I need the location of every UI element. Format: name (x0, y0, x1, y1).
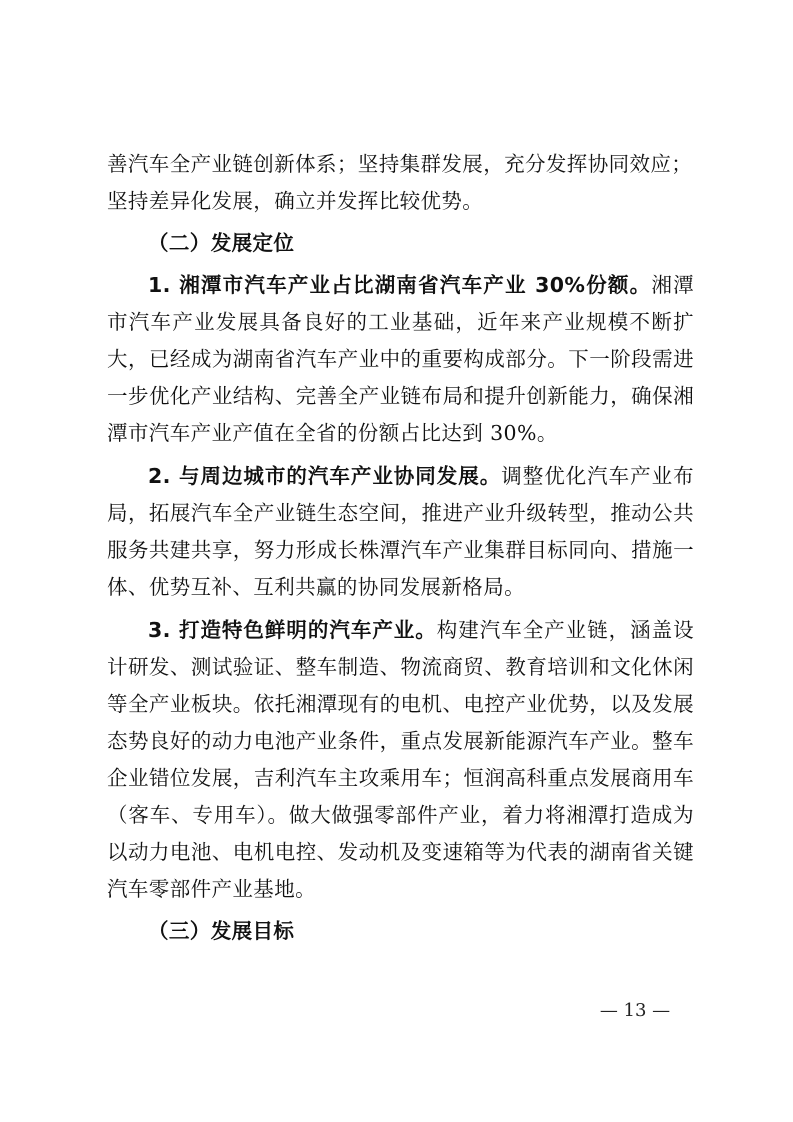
continuation-line-1: 善汽车全产业链创新体系；坚持集群发展，充分发挥协同效应； (107, 152, 693, 176)
item-body-1: 湘潭市汽车产业发展具备良好的工业基础，近年来产业规模不断扩大，已经成为湖南省汽车产业中的重要构成部分。下一阶段需进一步优化产业结构、完善全产业链布局和提升创新能力，确保湘潭市汽车产业产值在全省的份额占比达到 30%。 (107, 273, 694, 445)
page-number: — 13 — (599, 1000, 671, 1021)
item-paragraph-3 (107, 612, 694, 908)
item-paragraph-1 (107, 267, 694, 452)
page-content (107, 146, 694, 955)
item-lead-1: 1. 湘潭市汽车产业占比湖南省汽车产业 30%份额。 (148, 273, 652, 297)
section-heading-positioning: （二）发展定位 (148, 231, 295, 255)
continuation-paragraph (107, 146, 694, 220)
continuation-line-2: 坚持差异化发展，确立并发挥比较优势。 (107, 189, 484, 213)
item-lead-3: 3. 打造特色鲜明的汽车产业。 (148, 618, 437, 642)
item-body-2: 调整优化汽车产业布局，拓展汽车全产业链生态空间，推进产业升级转型，推动公共服务共建共享，努力形成长株潭汽车产业集群目标同向、措施一体、优势互补、互利共赢的协同发展新格局。 (107, 464, 695, 599)
item-paragraph-2 (107, 458, 694, 606)
item-lead-2: 2. 与周边城市的汽车产业协同发展。 (148, 464, 502, 488)
item-body-3: 构建汽车全产业链，涵盖设计研发、测试验证、整车制造、物流商贸、教育培训和文化休闲等全产业板块。依托湘潭现有的电机、电控产业优势，以及发展态势良好的动力电池产业条件，重点发展新能源汽车产业。整车企业错位发展，吉利汽车主攻乘用车；恒润高科重点发展商用车（客车、专用车）。做大做强零部件产业，着力将湘潭打造成为以动力电池、电机电控、发动机及变速箱等为代表的湖南省关键汽车零部件产业基地。 (107, 618, 694, 901)
section-heading-goals: （三）发展目标 (148, 919, 295, 943)
